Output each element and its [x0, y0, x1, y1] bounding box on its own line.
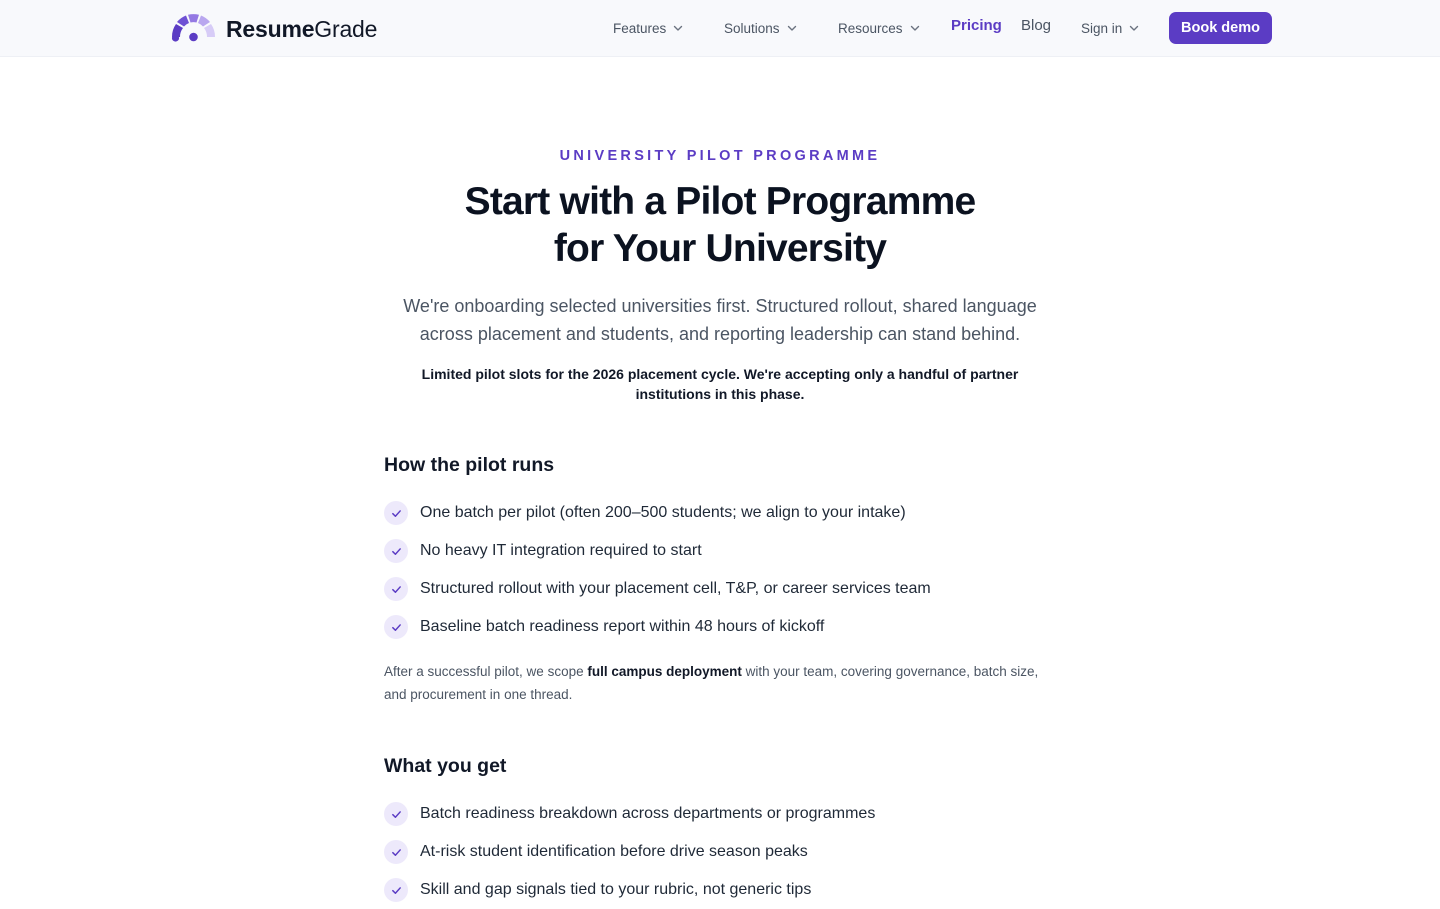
page-title: Start with a Pilot Programme for Your University [464, 180, 976, 270]
nav-blog[interactable]: Blog [1021, 17, 1052, 34]
top-navigation [0, 0, 1440, 57]
book-demo-button[interactable]: Book demo [1169, 12, 1272, 44]
check-icon [384, 802, 408, 826]
check-icon [384, 840, 408, 864]
list-item: No heavy IT integration required to start [384, 532, 1064, 570]
hero-subtitle: We're onboarding selected universities first. Structured rollout, shared language across placement and students, and reporting leadership can stand behind. [403, 296, 1037, 344]
chevron-down-icon [910, 23, 920, 33]
pilot-section-title: How the pilot runs [384, 454, 555, 476]
check-icon [384, 878, 408, 902]
chevron-down-icon [1129, 23, 1139, 33]
gauge-arc-logo-icon [171, 11, 219, 48]
pilot-slots-note: Limited pilot slots for the 2026 placement cycle. We're accepting only a handful of partner institutions in this phase. [421, 366, 1019, 402]
benefits-section-title: What you get [384, 755, 507, 777]
nav-signin[interactable]: Sign in [1081, 18, 1139, 38]
chevron-down-icon [673, 23, 683, 33]
check-icon [384, 577, 408, 601]
nav-features[interactable]: Features [613, 18, 683, 38]
brand-name: ResumeGrade [226, 16, 378, 42]
list-item: At-risk student identification before drive season peaks [384, 833, 1064, 871]
check-icon [384, 501, 408, 525]
list-item: Batch readiness breakdown across departments or programmes [384, 795, 1064, 833]
post-pilot-paragraph: After a successful pilot, we scope full campus deployment with your team, covering governance, batch size, and procurement in one thread. [384, 664, 1039, 702]
list-item: Skill and gap signals tied to your rubric, not generic tips [384, 871, 1064, 909]
nav-pricing[interactable]: Pricing [951, 17, 1002, 34]
benefits-list [384, 795, 1064, 909]
hero-eyebrow: UNIVERSITY PILOT PROGRAMME [559, 148, 881, 164]
brand-logo[interactable] [171, 11, 377, 48]
nav-resources[interactable]: Resources [838, 18, 920, 38]
check-icon [384, 539, 408, 563]
list-item: Structured rollout with your placement cell, T&P, or career services team [384, 570, 1064, 608]
pilot-steps-list [384, 494, 1064, 646]
chevron-down-icon [787, 23, 797, 33]
check-icon [384, 615, 408, 639]
list-item: One batch per pilot (often 200–500 students; we align to your intake) [384, 494, 1064, 532]
nav-solutions[interactable]: Solutions [724, 18, 797, 38]
list-item: Baseline batch readiness report within 48 hours of kickoff [384, 608, 1064, 646]
